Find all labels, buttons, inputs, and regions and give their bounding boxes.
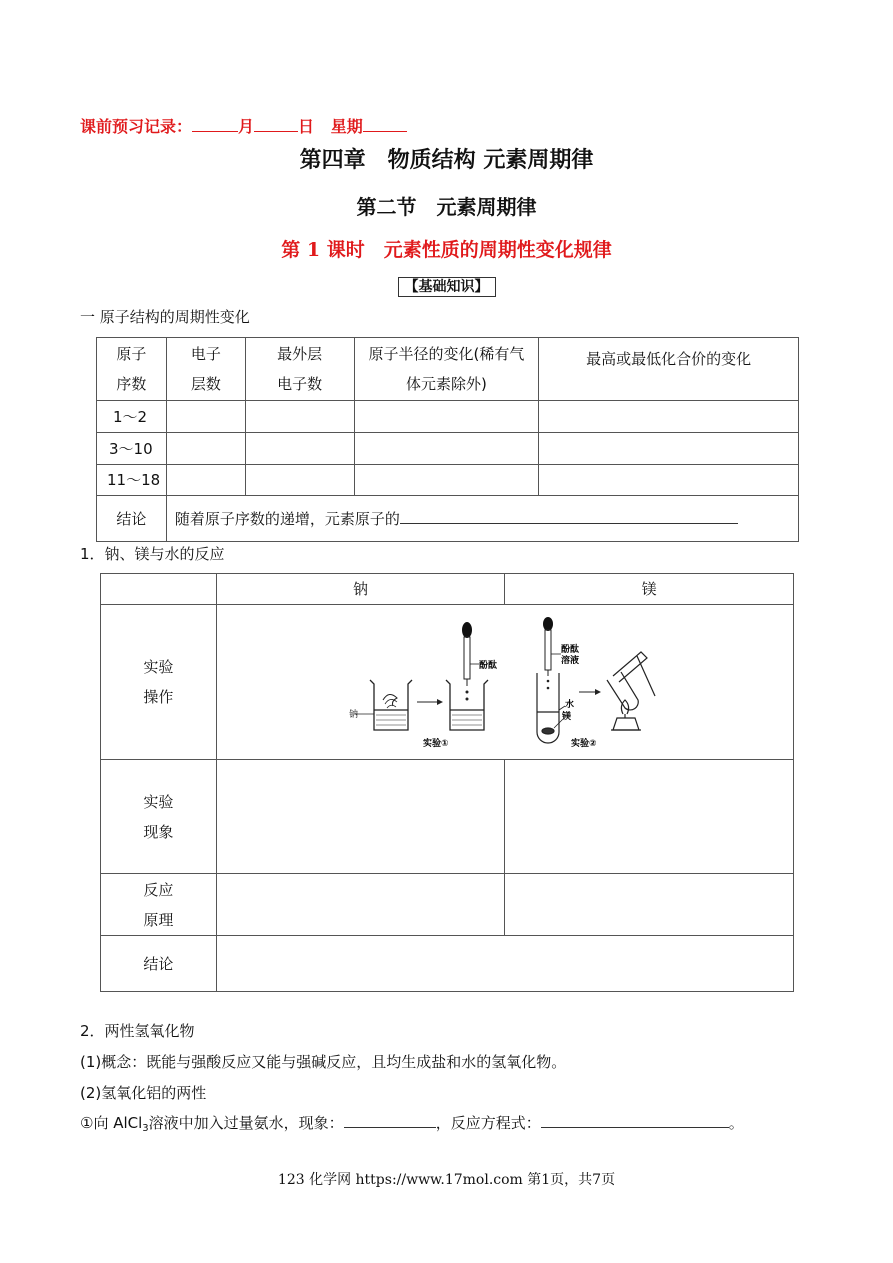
day-blank[interactable]	[254, 117, 298, 132]
preview-record-line	[80, 114, 407, 137]
col-valence-electrons: 最外层 电子数	[245, 338, 354, 401]
q1-text-b: 溶液中加入过量氨水，现象：	[148, 1114, 344, 1132]
table-cell	[101, 574, 217, 605]
principle-row	[101, 874, 794, 936]
conclusion-cell	[166, 496, 798, 542]
conclusion-row	[97, 496, 799, 542]
table-cell[interactable]	[166, 401, 245, 433]
conclusion-label: 结论	[97, 496, 167, 542]
table-cell[interactable]	[354, 433, 539, 465]
caption-experiment-1: 实验①	[422, 738, 449, 749]
beaker-icon	[446, 680, 488, 730]
phenomenon-blank[interactable]	[344, 1113, 436, 1128]
caption-experiment-2: 实验②	[570, 738, 597, 749]
test-tube-icon	[537, 673, 559, 743]
table-cell[interactable]	[354, 401, 539, 433]
col-sodium: 钠	[216, 574, 505, 605]
chapter-title: 第四章 物质结构 元素周期律	[299, 147, 594, 173]
amphoteric-concept: (1)概念：既能与强酸反应又能与强碱反应，且均生成盐和水的氢氧化物。	[80, 1053, 567, 1071]
phenomenon-row	[101, 760, 794, 874]
magnesium-label: 镁	[561, 711, 571, 722]
month-blank[interactable]	[192, 117, 238, 132]
dropper-icon	[543, 617, 553, 689]
magnesium-phenomenon-cell[interactable]	[505, 760, 794, 874]
na-mg-conclusion-label: 结论	[101, 936, 217, 992]
q1-text-c: ，反应方程式：	[435, 1114, 541, 1132]
phenolphthalein-label-1: 酚酞	[478, 660, 497, 671]
arrow-icon	[417, 699, 443, 705]
phenomenon-label: 实验 现象	[101, 760, 217, 874]
phenolphthalein-label-2: 酚酞	[560, 644, 579, 655]
heating-setup-icon	[607, 652, 655, 730]
part2-heading: 1．钠、镁与水的反应	[80, 545, 225, 563]
water-label: 水	[564, 699, 574, 710]
table-cell[interactable]	[245, 401, 354, 433]
page-footer: 123 化学网 https://www.17mol.com 第1页，共7页	[277, 1172, 616, 1188]
part1-heading: 一 原子结构的周期性变化	[80, 308, 250, 326]
part3-heading: 2．两性氢氧化物	[80, 1022, 195, 1040]
beaker-icon	[370, 680, 412, 730]
col-valence-change: 最高或最低化合价的变化	[539, 338, 799, 401]
conclusion-blank[interactable]	[400, 509, 738, 524]
operation-row	[101, 605, 794, 760]
na-mg-header-row	[101, 574, 794, 605]
experiment-figure	[348, 618, 655, 753]
q1-subscript: 3	[142, 1123, 149, 1134]
col-atomic-radius: 原子半径的变化(稀有气 体元素除外)	[354, 338, 539, 401]
question-1	[80, 1112, 744, 1134]
sodium-phenomenon-cell[interactable]	[216, 760, 505, 874]
operation-label: 实验 操作	[101, 605, 217, 760]
conclusion-text: 随着原子序数的递增，元素原子的	[174, 509, 400, 528]
table-row	[97, 401, 799, 433]
row-label: 11～18	[97, 465, 167, 496]
aluminum-hydroxide-heading: (2)氢氧化铝的两性	[80, 1084, 207, 1102]
table-cell[interactable]	[245, 433, 354, 465]
experiment-figure-cell	[216, 605, 793, 760]
table-cell[interactable]	[539, 465, 799, 496]
magnesium-principle-cell[interactable]	[505, 874, 794, 936]
badge-wrap	[0, 276, 893, 296]
q1-text-a: ①向 AlCl	[80, 1114, 143, 1132]
month-label: 月	[238, 117, 255, 136]
table-row	[97, 433, 799, 465]
table-cell[interactable]	[354, 465, 539, 496]
lesson-title: 第 1 课时 元素性质的周期性变化规律	[281, 239, 612, 261]
record-label: 课前预习记录：	[80, 117, 193, 136]
section-title: 第二节 元素周期律	[356, 195, 537, 219]
table-cell[interactable]	[166, 465, 245, 496]
sodium-label: 钠	[348, 709, 358, 720]
row-label: 1～2	[97, 401, 167, 433]
q1-end: 。	[728, 1114, 744, 1132]
principle-label: 反应 原理	[101, 874, 217, 936]
table-cell[interactable]	[539, 401, 799, 433]
table-row	[97, 465, 799, 496]
table-cell[interactable]	[539, 433, 799, 465]
table-cell[interactable]	[166, 433, 245, 465]
col-electron-shells: 电子 层数	[166, 338, 245, 401]
solution-label: 溶液	[560, 655, 579, 666]
col-magnesium: 镁	[505, 574, 794, 605]
dropper-icon	[462, 622, 472, 701]
table-cell[interactable]	[245, 465, 354, 496]
equation-blank[interactable]	[541, 1113, 729, 1128]
atomic-structure-table	[96, 337, 799, 542]
table-header-row	[97, 338, 799, 401]
na-mg-water-table	[100, 573, 794, 992]
na-mg-conclusion-cell[interactable]	[216, 936, 793, 992]
weekday-blank[interactable]	[363, 117, 407, 132]
weekday-label: 星期	[330, 117, 363, 136]
sodium-principle-cell[interactable]	[216, 874, 505, 936]
na-mg-conclusion-row	[101, 936, 794, 992]
row-label: 3～10	[97, 433, 167, 465]
basic-knowledge-badge: 【基础知识】	[398, 277, 496, 297]
day-label: 日	[298, 117, 315, 136]
arrow-icon	[579, 689, 601, 695]
col-atomic-number: 原子 序数	[97, 338, 167, 401]
